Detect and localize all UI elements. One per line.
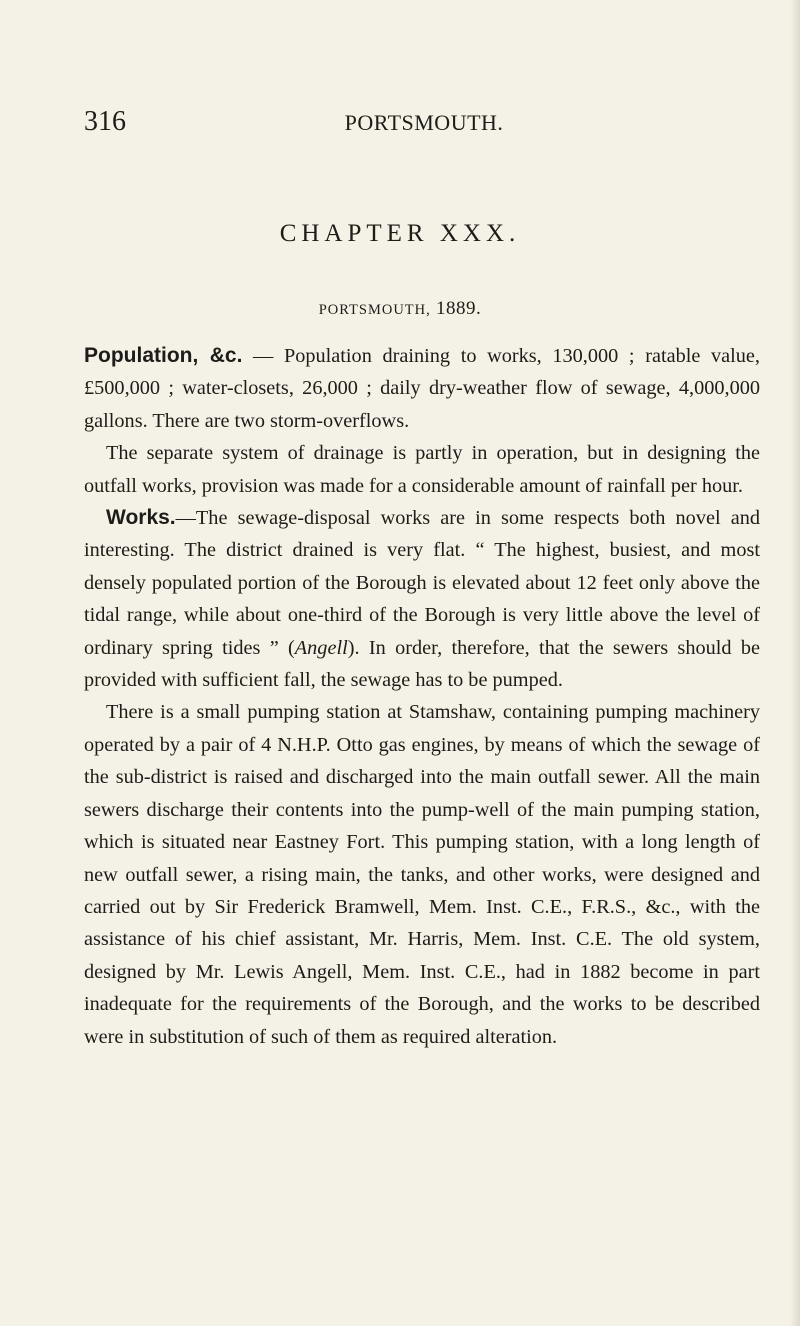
chapter-subheading (0, 298, 800, 320)
paragraph-text: ). In order, therefore, that the sewers should be provided with sufficient fall, the sewage has to be pumped. (84, 636, 760, 692)
paragraph-population (84, 340, 760, 437)
paragraph-text: The separate system of drainage is partly in operation, but in designing the outfall works, provision was made for a considerable amount of rainfall per hour. (84, 442, 760, 497)
subheading-place: PORTSMOUTH, (318, 302, 431, 318)
chapter-heading: CHAPTER XXX. (279, 220, 521, 247)
paragraph-pumping-station (84, 696, 760, 1052)
runin-heading-population: Population, &c. (84, 344, 243, 367)
body-text (84, 340, 760, 1053)
page-header (84, 106, 754, 140)
paragraph-text: There is a small pumping station at Stamshaw, containing pumping machinery operated by a pair of 4 N.H.P. Otto gas engines, by means of which the sewage of the sub-district is raised and discharged into the main outfall sewer. All the main sewers discharge their contents into the pump-well of the main pumping station, which is situated near Eastney Fort. This pumping station, with a long length of new outfall sewer, a rising main, the tanks, and other works, were designed and carried out by Sir Frederick Bramwell, Mem. Inst. C.E., F.R.S., &c., with the assistance of his chief assistant, Mr. Harris, Mem. Inst. C.E. The old system, designed by Mr. Lewis Angell, Mem. Inst. C.E., had in 1882 become in part inadequate for the requirements of the Borough, and the works to be described were in substitution of such of them as required alteration. (84, 701, 760, 1048)
paragraph-works (84, 502, 760, 696)
subheading-year: 1889. (436, 298, 482, 319)
running-head: PORTSMOUTH. (344, 110, 504, 135)
page-number: 316 (84, 106, 126, 137)
paragraph-text: —The sewage-disposal works are in some respects both novel and interesting. The district drained is very flat. “ The highest, busiest, and most densely populated portion of the Borough is elevated about 12 feet only above the tidal range, while about one-third of the Borough is very little above the level of ordinary spring tides ” ( (84, 507, 760, 659)
citation: Angell (294, 636, 348, 659)
paragraph-text: — Population draining to works, 130,000 ; ratable value, £500,000 ; water-closets, 26,000 ; daily dry-weather flow of sewage, 4,000,000 gallons. There are two storm-overflows. (84, 345, 760, 432)
runin-heading-works: Works. (106, 506, 176, 530)
paragraph-separate-system (84, 437, 760, 502)
page-edge-shadow (790, 0, 800, 1326)
